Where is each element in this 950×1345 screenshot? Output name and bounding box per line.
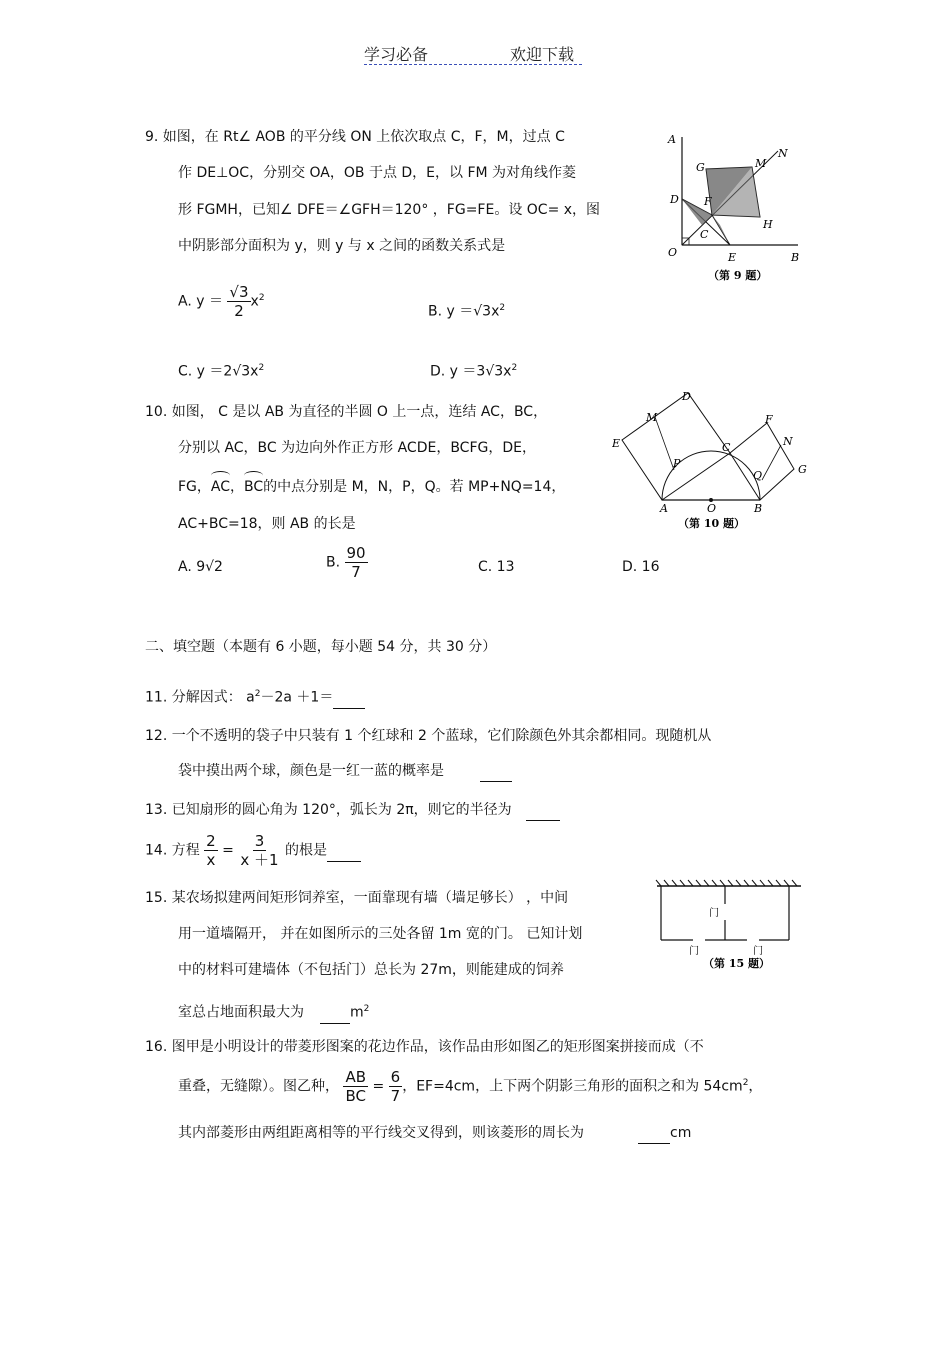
q16-line1: 16. 图甲是小明设计的带菱形图案的花边作品，该作品由形如图乙的矩形图案拼接而成（不 (145, 1039, 704, 1055)
q9-line1: 9. 如图，在 Rt∠ AOB 的平分线 ON 上依次取点 C，F，M，过点 C (145, 129, 565, 145)
fig15-caption: （第 15 题） (703, 957, 770, 970)
fig9-label-c: C (700, 228, 709, 241)
fig9-label-o: O (668, 246, 678, 259)
fig10-label-p: P (673, 457, 681, 470)
q16-n1: AB (345, 1068, 367, 1086)
q15-line3: 中的材料可建墙体（不包括门）总长为 27m，则能建成的饲养 (178, 962, 564, 978)
q11 (145, 684, 365, 709)
q9-option-c[interactable] (178, 358, 264, 382)
q10-line3-a: FG， (178, 479, 211, 495)
q13-answer-blank[interactable] (526, 800, 560, 821)
q14-d2: x ＋1 (240, 851, 279, 869)
q10-figure (612, 385, 812, 535)
q10-b-fraction (345, 544, 368, 581)
q11-text: 11. 分解因式： a (145, 689, 255, 706)
q16-frac2 (389, 1068, 403, 1105)
q10-b-den: 7 (351, 563, 361, 581)
q9-line4: 中阴影部分面积为 y，则 y 与 x 之间的函数关系式是 (178, 238, 506, 254)
q16-line2 (178, 1068, 762, 1105)
q12-answer-blank[interactable] (480, 761, 512, 782)
q15-unit: m (350, 1004, 364, 1021)
q10-line4: AC+BC=18，则 AB 的长是 (178, 516, 356, 532)
header-underline (364, 64, 582, 65)
fig9-label-b: B (791, 251, 800, 264)
q9-option-a[interactable] (178, 283, 265, 320)
q16-line3-text: 其内部菱形由两组距离相等的平行线交叉得到，则该菱形的周长为 (178, 1125, 584, 1141)
q9-b-exp: 2 (499, 303, 506, 313)
q10-b-label: B. (326, 554, 341, 571)
fig10-label-n: N (783, 435, 793, 448)
fig10-label-q: Q (753, 469, 763, 482)
q14-answer-blank[interactable] (327, 841, 361, 862)
q16-line2-exp: 2 (742, 1077, 749, 1088)
q9-c-exp: 2 (258, 363, 265, 373)
q14-frac1 (204, 832, 218, 869)
q9-option-b[interactable] (428, 298, 505, 322)
section-2-title: 二、填空题（本题有 6 小题，每小题 54 分，共 30 分） (145, 639, 497, 655)
q9-d-text: D. y ＝3√3x (430, 363, 512, 380)
q10-arc-ac (211, 477, 230, 497)
q13-text: 13. 已知扇形的圆心角为 120°，弧长为 2π，则它的半径为 (145, 802, 512, 818)
q12-line2-text: 袋中摸出两个球，颜色是一红一蓝的概率是 (178, 763, 444, 779)
fig9-label-h: H (763, 218, 773, 231)
fig10-label-b: B (754, 502, 763, 515)
q10-arc-bc (244, 477, 263, 497)
fig9-caption: （第 9 题） (708, 269, 768, 282)
q14-label: 14. 方程 (145, 842, 200, 859)
segment-nq (762, 445, 781, 480)
q9-a-exp: 2 (258, 292, 265, 303)
q9-d-exp: 2 (511, 363, 518, 373)
fig9-label-e: E (728, 251, 737, 264)
fig9-label-d: D (670, 193, 679, 206)
q10-option-a[interactable]: A. 9√2 (178, 559, 223, 575)
fig10-label-e: E (612, 437, 621, 450)
q12-line2 (178, 761, 512, 782)
q9-a-den: 2 (234, 302, 244, 320)
q15-figure (655, 878, 805, 973)
fig9-label-g: G (696, 161, 705, 174)
fig9-label-m: M (755, 157, 767, 170)
q16-n2: 6 (390, 1068, 401, 1086)
q10-option-d[interactable]: D. 16 (622, 559, 660, 575)
header-right: 欢迎下载 (510, 45, 575, 64)
q15-line4-text: 室总占地面积最大为 (178, 1004, 304, 1021)
fig10-label-f: F (765, 413, 773, 426)
q10-arc2-text: BC (244, 479, 264, 495)
q9-b-text: B. y ＝√3x (428, 303, 500, 320)
fig10-label-m: M (646, 411, 658, 424)
q15-line1: 15. 某农场拟建两间矩形饲养室，一面靠现有墙（墙足够长） ，中间 (145, 890, 569, 906)
q14-tail: 的根是 (285, 842, 328, 859)
q16-line3 (178, 1123, 691, 1144)
q14-n2: 3 (254, 832, 265, 850)
q14-eq: = (222, 842, 234, 859)
fig9-label-a: A (668, 133, 676, 146)
q9-figure (660, 125, 810, 290)
q11-answer-blank[interactable] (333, 688, 365, 709)
q14 (145, 832, 361, 869)
q14-d1: x (206, 851, 216, 869)
q16-line2-a: 重叠，无缝隙）。图乙种， (178, 1078, 339, 1095)
fig10-label-g: G (798, 463, 807, 476)
q16-line2-c: ， (748, 1078, 763, 1095)
fig10-label-a: A (660, 502, 668, 515)
q10-line1: 10. 如图， C 是以 AB 为直径的半圆 O 上一点，连结 AC，BC， (145, 404, 548, 420)
q10-option-c[interactable]: C. 13 (478, 559, 515, 575)
q15-answer-blank[interactable] (320, 1003, 350, 1024)
fig10-caption: （第 10 题） (678, 517, 745, 530)
q16-line2-b: ，EF=4cm，上下两个阴影三角形的面积之和为 54cm (402, 1078, 743, 1095)
q14-n1: 2 (206, 832, 216, 850)
fig9-label-f: F (704, 195, 712, 208)
square-acde (622, 393, 730, 500)
q10-line3-b: 的中点分别是 M，N，P，Q。若 MP+NQ=14， (263, 479, 566, 495)
q9-c-text: C. y ＝2√3x (178, 363, 259, 380)
q9-a-fraction (227, 283, 250, 320)
q10-option-b[interactable] (326, 544, 368, 581)
arc-mark-bc (244, 471, 263, 480)
q15-line4 (178, 999, 369, 1024)
q9-a-num: √3 (229, 283, 249, 301)
q10-line2: 分别以 AC，BC 为边向外作正方形 ACDE，BCFG，DE， (178, 440, 536, 456)
door-label-right: 门 (753, 946, 763, 957)
door-label-middle: 门 (709, 908, 719, 919)
arc-mark-ac (211, 471, 230, 480)
q16-unit: cm (670, 1125, 692, 1141)
q12-line1: 12. 一个不透明的袋子中只装有 1 个红球和 2 个蓝球，它们除颜色外其余都相同。现随机从 (145, 728, 712, 744)
q9-line2: 作 DE⊥OC，分别交 OA，OB 于点 D，E，以 FM 为对角线作菱 (178, 165, 577, 181)
q15-line2: 用一道墙隔开， 并在如图所示的三处各留 1m 宽的门。 已知计划 (178, 926, 583, 942)
q10-arc1-text: AC (210, 479, 231, 495)
q9-option-d[interactable] (430, 358, 517, 382)
q16-answer-blank[interactable] (638, 1123, 670, 1144)
fig10-label-o: O (707, 502, 717, 515)
q16-d1: BC (345, 1087, 366, 1105)
q16-eq: = (372, 1078, 385, 1095)
q9-line3: 形 FGMH，已知∠ DFE＝∠GFH＝120° ，FG=FE。设 OC= x，图 (178, 202, 601, 218)
q11-tail: －2a ＋1＝ (260, 689, 334, 706)
q10-b-num: 90 (346, 544, 366, 562)
q13 (145, 800, 560, 821)
segment-mp (655, 417, 674, 470)
fig10-label-d: D (682, 390, 691, 403)
q9-a-label: A. y ＝ (178, 293, 223, 310)
wall-hatching (656, 880, 797, 886)
q16-d2: 7 (390, 1087, 401, 1105)
q9-a-tail: x (250, 293, 259, 310)
q10-line3-sep: ， (230, 479, 245, 495)
door-label-left: 门 (689, 946, 699, 957)
q15-unit-exp: 2 (363, 1004, 370, 1014)
q11-exp: 2 (254, 689, 261, 699)
fig9-label-n: N (778, 147, 788, 160)
q14-frac2 (238, 832, 280, 869)
fig10-label-c: C (722, 441, 731, 454)
header-left: 学习必备 (364, 45, 429, 64)
q16-frac1 (343, 1068, 368, 1105)
q10-line3 (178, 477, 565, 497)
